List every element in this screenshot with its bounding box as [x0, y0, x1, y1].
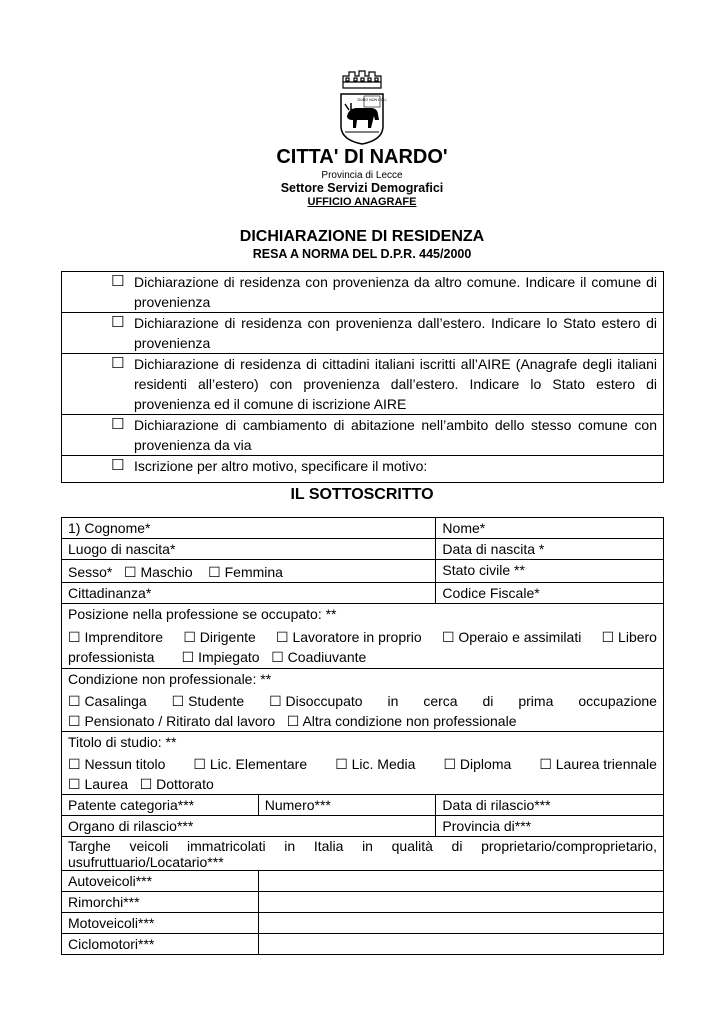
education-label: Titolo di studio: **: [68, 734, 177, 750]
license-number-field[interactable]: Numero***: [258, 795, 436, 816]
motorcycles-label: Motoveicoli***: [62, 913, 259, 934]
declaration-option-text: Dichiarazione di residenza con provenienza da altro comune. Indicare il comune di provenienza: [134, 274, 657, 310]
vehicle-plates-text: [68, 838, 657, 854]
option-diploma[interactable]: ☐ Diploma: [443, 756, 512, 772]
option-lic-media[interactable]: ☐ Lic. Media: [335, 756, 416, 772]
word: veicoli: [129, 838, 169, 854]
option-disoccupato-text: in: [387, 693, 399, 709]
checkbox[interactable]: ☐: [111, 314, 125, 331]
city-name: CITTA' DI NARDO': [276, 146, 448, 168]
non-professional-condition-options-2: [68, 711, 657, 731]
checkbox[interactable]: ☐: [111, 416, 125, 433]
education-options-2: [68, 774, 657, 794]
trailers-label: Rimorchi***: [62, 892, 259, 913]
option-disoccupato-text: di: [482, 693, 494, 709]
option-libero-professionista-cont: professionista: [68, 649, 155, 665]
option-disoccupato-text: occupazione: [578, 693, 657, 709]
sex-field: [62, 560, 436, 583]
birthdate-field[interactable]: Data di nascita *: [436, 539, 664, 560]
cars-label: Autoveicoli***: [62, 871, 259, 892]
declaration-option-text: Dichiarazione di cambiamento di abitazione nell’ambito dello stesso comune con provenienza da via: [134, 417, 657, 453]
declaration-type-table: [61, 271, 664, 483]
option-studente[interactable]: ☐ Studente: [171, 693, 245, 709]
section-title: IL SOTTOSCRITTO: [290, 486, 434, 503]
professional-position-label: Posizione nella professione se occupato: **: [68, 606, 337, 622]
option-dirigente[interactable]: ☐ Dirigente: [183, 629, 256, 645]
education-field: [62, 732, 664, 795]
declaration-option[interactable]: [62, 313, 664, 354]
sex-option-male[interactable]: ☐ Maschio: [124, 564, 193, 580]
option-lavoratore-in-proprio[interactable]: ☐ Lavoratore in proprio: [276, 629, 422, 645]
word: Italia: [313, 838, 344, 854]
word: proprietario/comproprietario,: [481, 838, 657, 854]
license-category-field[interactable]: Patente categoria***: [62, 795, 259, 816]
non-professional-condition-options: [68, 691, 657, 711]
option-disoccupato-text: cerca: [423, 693, 458, 709]
document-title: DICHIARAZIONE DI RESIDENZA: [239, 228, 485, 245]
non-professional-condition-label: Condizione non professionale: **: [68, 671, 272, 687]
license-issue-date-field[interactable]: Data di rilascio***: [436, 795, 664, 816]
option-altra-condizione[interactable]: ☐ Altra condizione non professionale: [286, 713, 517, 729]
option-dottorato[interactable]: ☐ Dottorato: [139, 776, 214, 792]
word: di: [451, 838, 463, 854]
option-pensionato[interactable]: ☐ Pensionato / Ritirato dal lavoro: [68, 713, 276, 729]
personal-data-table: [61, 517, 664, 955]
option-lic-elementare[interactable]: ☐ Lic. Elementare: [193, 756, 308, 772]
option-nessun-titolo[interactable]: ☐ Nessun titolo: [68, 756, 166, 772]
option-impiegato[interactable]: ☐ Impiegato: [181, 649, 260, 665]
sex-option-female[interactable]: ☐ Femmina: [208, 564, 283, 580]
word: Targhe: [68, 838, 111, 854]
civil-status-field[interactable]: Stato civile **: [436, 560, 664, 583]
non-professional-condition-field: [62, 669, 664, 732]
declaration-option-text: Iscrizione per altro motivo, specificare il motivo:: [134, 458, 428, 474]
city-coat-of-arms: [337, 68, 387, 146]
document-subtitle: RESA A NORMA DEL D.P.R. 445/2000: [252, 247, 472, 261]
province-name: Provincia di Lecce: [321, 170, 403, 181]
option-casalinga[interactable]: ☐ Casalinga: [68, 693, 147, 709]
declaration-option-text: Dichiarazione di residenza con provenienza dall’estero. Indicare lo Stato estero di provenienza: [134, 315, 657, 351]
option-operaio[interactable]: ☐ Operaio e assimilati: [441, 629, 582, 645]
option-laurea[interactable]: ☐ Laurea: [68, 776, 129, 792]
professional-position-field: [62, 604, 664, 669]
birthplace-field[interactable]: Luogo di nascita*: [62, 539, 436, 560]
trailers-input[interactable]: [258, 892, 663, 913]
vehicle-plates-text-2: usufruttuario/Locatario***: [68, 854, 224, 870]
tax-code-field[interactable]: Codice Fiscale*: [436, 583, 664, 604]
word: qualità: [391, 838, 433, 854]
professional-position-options-2: [68, 647, 657, 667]
declaration-option[interactable]: [62, 354, 664, 415]
checkbox[interactable]: ☐: [111, 457, 125, 474]
word: in: [284, 838, 296, 854]
emblem-motto: DURO NON DOLI: [357, 98, 387, 102]
option-laurea-triennale[interactable]: ☐ Laurea triennale: [539, 756, 657, 772]
issuing-province-field[interactable]: Provincia di***: [436, 816, 664, 837]
declaration-option[interactable]: [62, 456, 664, 483]
declaration-option[interactable]: [62, 272, 664, 313]
cars-input[interactable]: [258, 871, 663, 892]
sector-name: Settore Servizi Demografici: [280, 181, 444, 195]
vehicle-plates-header: [62, 837, 664, 871]
declaration-option-text: Dichiarazione di residenza di cittadini italiani iscritti all’AIRE (Anagrafe degli italiani residenti all’estero) con provenienza dall’estero. Indicare lo Stato estero di provenienza ed il comune di iscrizione AIRE: [134, 356, 657, 412]
word: immatricolati: [187, 838, 266, 854]
mopeds-input[interactable]: [258, 934, 663, 955]
option-disoccupato[interactable]: ☐ Disoccupato: [269, 693, 363, 709]
office-name: UFFICIO ANAGRAFE: [307, 196, 417, 208]
declaration-option[interactable]: [62, 415, 664, 456]
mopeds-label: Ciclomotori***: [62, 934, 259, 955]
sex-label: Sesso*: [68, 564, 113, 580]
motorcycles-input[interactable]: [258, 913, 663, 934]
surname-field[interactable]: 1) Cognome*: [62, 518, 436, 539]
crown-icon: [343, 71, 381, 88]
option-libero-professionista[interactable]: ☐ Libero: [601, 629, 657, 645]
option-coadiuvante[interactable]: ☐ Coadiuvante: [271, 649, 367, 665]
checkbox[interactable]: ☐: [111, 273, 125, 290]
education-options: [68, 754, 657, 774]
professional-position-options: [68, 627, 657, 647]
name-field[interactable]: Nome*: [436, 518, 664, 539]
citizenship-field[interactable]: Cittadinanza*: [62, 583, 436, 604]
option-imprenditore[interactable]: ☐ Imprenditore: [68, 629, 164, 645]
issuing-authority-field[interactable]: Organo di rilascio***: [62, 816, 436, 837]
word: in: [362, 838, 373, 854]
checkbox[interactable]: ☐: [111, 355, 125, 372]
option-disoccupato-text: prima: [518, 693, 554, 709]
